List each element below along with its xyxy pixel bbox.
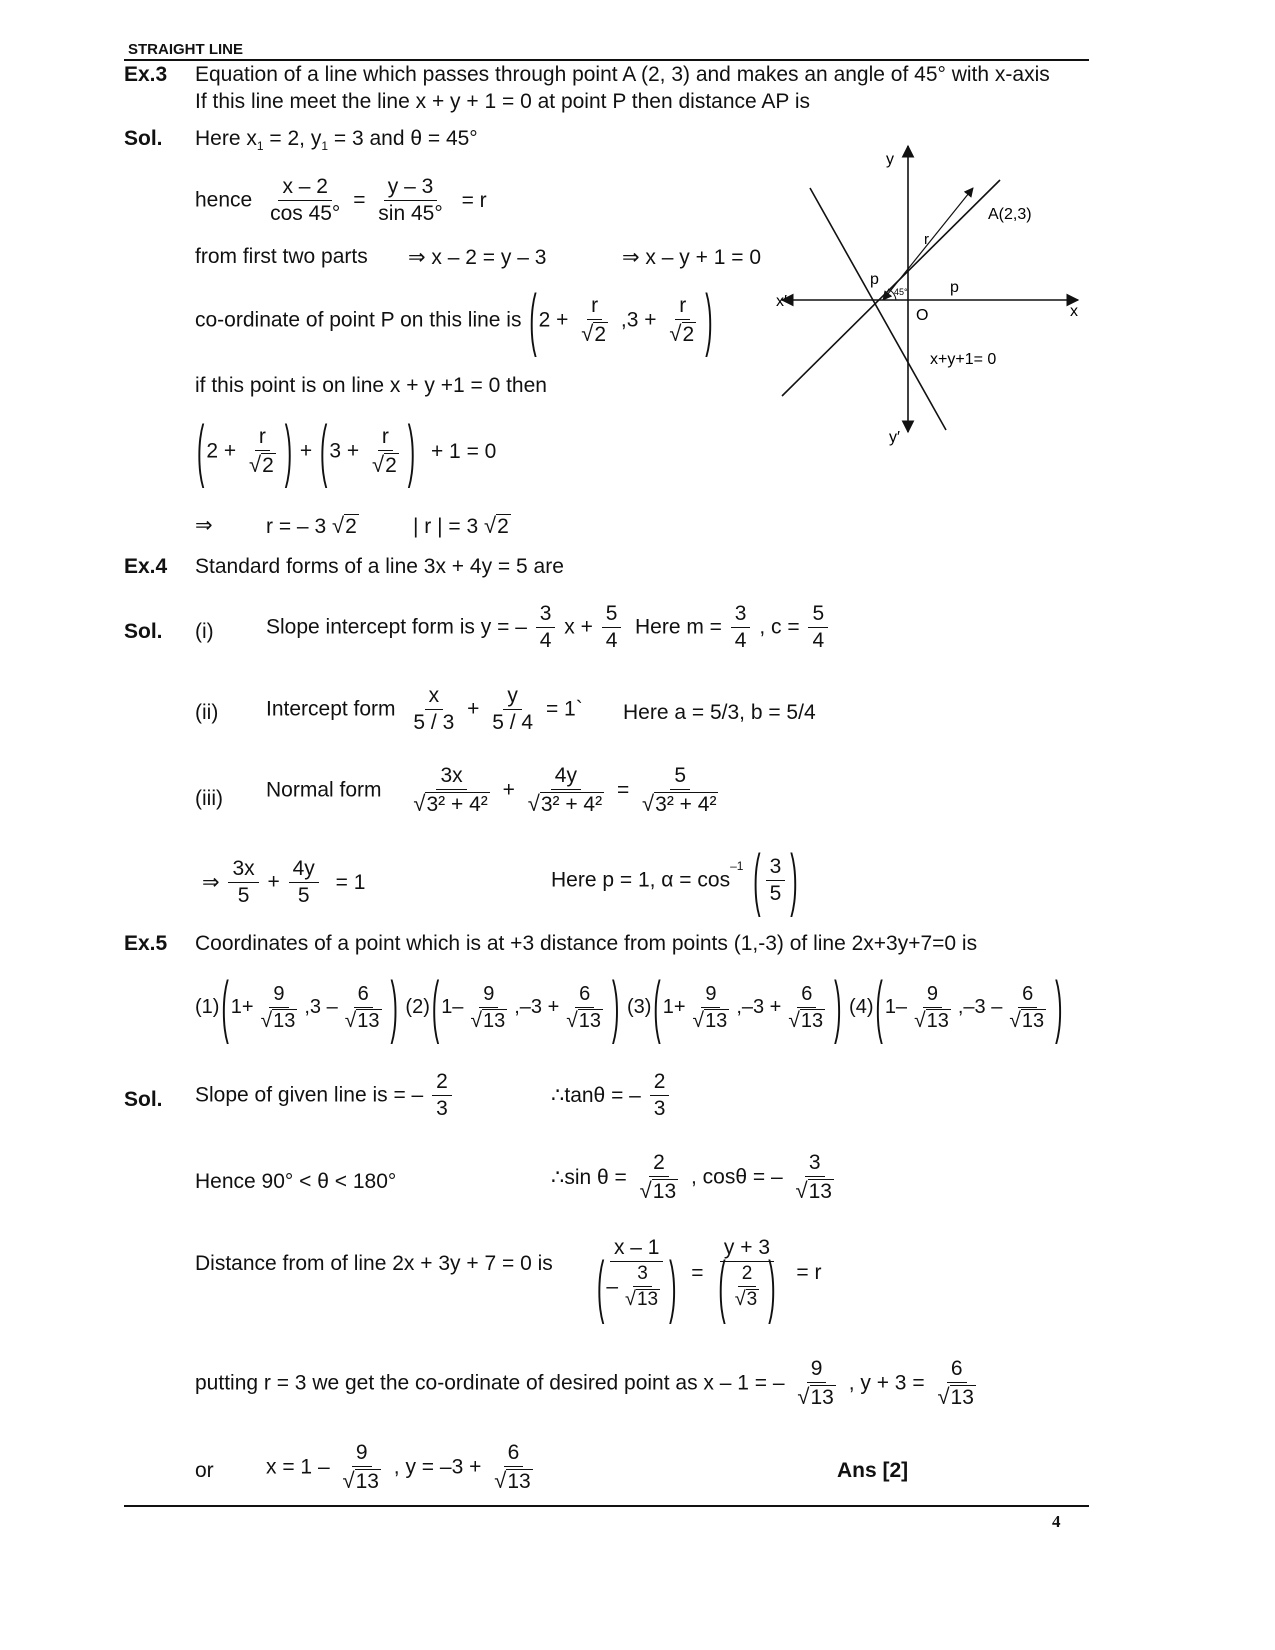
label-y-prime: y′ [889, 429, 900, 446]
ex5-tan: ∴tanθ = – $\frac{2}{3}$ [551, 1070, 672, 1121]
ex5-distance-equation: x – 1 (– $\frac{3}{√13}$ ) = y + 3 ( $\frac{2}{√3}$ ) = r [597, 1236, 822, 1326]
ex4-here-a-b: Here a = 5/3, b = 5/4 [623, 701, 816, 724]
ex4-iii-marker: (iii) [195, 787, 223, 810]
ex4-normalized: ⇒ $\frac{3x}{5}$ + $\frac{4y}{5}$ = 1 [202, 857, 366, 908]
label-p-upper: p [870, 271, 879, 288]
ex3-point-p-coordinates: co-ordinate of point P on this line is (2 + $\frac{r}{√2}$ ,3 + $\frac{r}{√2}$ ) [195, 280, 713, 358]
footer-rule [124, 1505, 1089, 1507]
ex4-slope-intercept: Slope intercept form is y = – $\frac{3}{4}$ x + $\frac{5}{4}$ [266, 602, 624, 653]
ex3-hence-equation: hence $\frac{x - 2}{\cos 45^\circ}$ = $\frac{y - 3}{\sin 45^\circ}$ = r [195, 175, 487, 226]
label-x-prime: x′ [776, 293, 787, 310]
label-p-right: p [950, 279, 959, 296]
ex4-normal-form: Normal form $\frac{3x}{\text{√3² + 4²}}$ + $\frac{4y}{\text{√3² + 4²}}$ = $\frac{5}{\text{√3² + 4²}}$ [266, 764, 717, 817]
ex5-answer: Ans [2] [837, 1459, 909, 1482]
ex5-or: or [195, 1459, 214, 1482]
ex4-question: Standard forms of a line 3x + 4y = 5 are [195, 555, 564, 578]
ex3-implication-2: ⇒ x – y + 1 = 0 [622, 246, 762, 269]
option-3: (3)( 1+ $\frac{9}{√13}$ ,–3 + $\frac{6}{√13}$ ) [626, 967, 842, 1046]
header-rule [124, 59, 1089, 61]
label-origin: O [916, 307, 929, 324]
ex4-here-p-alpha: Here p = 1, $\alpha = \cos^{-1}$ ( $\frac{3}{5}$ ) [551, 840, 798, 918]
ex3-implication-1: ⇒ x – 2 = y – 3 [408, 246, 547, 269]
ex3-r-value: r = – 3 √2 [266, 513, 357, 538]
ex5-hence-range: Hence 90° < θ < 180° [195, 1170, 397, 1193]
ex5-sin-cos: ∴sin θ = $\frac{2}{√13}$ , cosθ = – $\frac{3}{√13}$ [551, 1151, 832, 1204]
label-point-a: A(2,3) [988, 206, 1032, 223]
option-4: (4)( 1– $\frac{9}{√13}$ ,–3 – $\frac{6}{√13}$ ) [849, 967, 1063, 1046]
option-2: (2)( 1– $\frac{9}{√13}$ ,–3 + $\frac{6}{√13}$ ) [405, 967, 620, 1046]
label-r: r [924, 231, 929, 248]
label-angle: 45° [894, 287, 908, 297]
ex4-i-marker: (i) [195, 620, 214, 643]
label-line-eq: x+y+1= 0 [930, 351, 997, 368]
ex5-putting: putting r = 3 we get the co-ordinate of desired point as x – 1 = – $\frac{9}{√13}$ , y + 3 = $\frac{6}{√13}$ [195, 1357, 974, 1410]
ex4-intercept-form: Intercept form $\frac{x}{5 / 3}$ + $\frac{y}{5 / 4}$ = 1` [266, 684, 583, 735]
label-y: y [886, 151, 894, 168]
ex3-if-on-line: if this point is on line x + y +1 = 0 then [195, 374, 547, 397]
ex5-options [195, 967, 1064, 1046]
ex3-question-line1: Equation of a line which passes through point A (2, 3) and makes an angle of 45° with x-axis [195, 63, 1050, 86]
ex4-label: Ex.4 [124, 555, 168, 578]
ex3-question-line2: If this line meet the line x + y + 1 = 0 at point P then distance AP is [195, 90, 811, 113]
ex5-slope: Slope of given line is = – $\frac{2}{3}$ [195, 1070, 455, 1121]
ex4-here-m-c: Here m = $\frac{3}{4}$ , c = $\frac{5}{4}$ [635, 602, 831, 653]
ex5-label: Ex.5 [124, 932, 168, 955]
ex3-diagram [770, 140, 1090, 450]
ex3-substitution: (2 + $\frac{r}{√2}$ ) + (3 + $\frac{r}{√2}$ ) + 1 = 0 [197, 411, 497, 489]
ex4-ii-marker: (ii) [195, 701, 219, 724]
ex5-sol-label: Sol. [124, 1088, 163, 1111]
page-number: 4 [1052, 1512, 1061, 1531]
ex3-sol-label: Sol. [124, 127, 163, 150]
ex3-given-values: Here $x_1 = 2$, $y_1 = 3$ and θ = 45° [195, 127, 478, 154]
ex5-final-point: x = 1 – $\frac{9}{√13}$ , y = –3 + $\frac{6}{√13}$ [266, 1441, 531, 1494]
ex3-abs-r: | r | = 3 √2 [413, 513, 509, 538]
ex3-implies-sign: ⇒ [195, 514, 213, 537]
ex4-sol-label: Sol. [124, 620, 163, 643]
option-1: (1)( 1+ $\frac{9}{√13}$ ,3 – $\frac{6}{√13}$ ) [195, 967, 398, 1046]
page-header-title: STRAIGHT LINE [128, 41, 243, 58]
ex3-label: Ex.3 [124, 63, 168, 86]
ex5-distance-text: Distance from of line 2x + 3y + 7 = 0 is [195, 1252, 553, 1275]
ex3-first-two-parts: from first two parts [195, 245, 368, 268]
ex5-question: Coordinates of a point which is at +3 distance from points (1,-3) of line 2x+3y+7=0 is [195, 932, 978, 955]
label-x: x [1070, 303, 1078, 320]
